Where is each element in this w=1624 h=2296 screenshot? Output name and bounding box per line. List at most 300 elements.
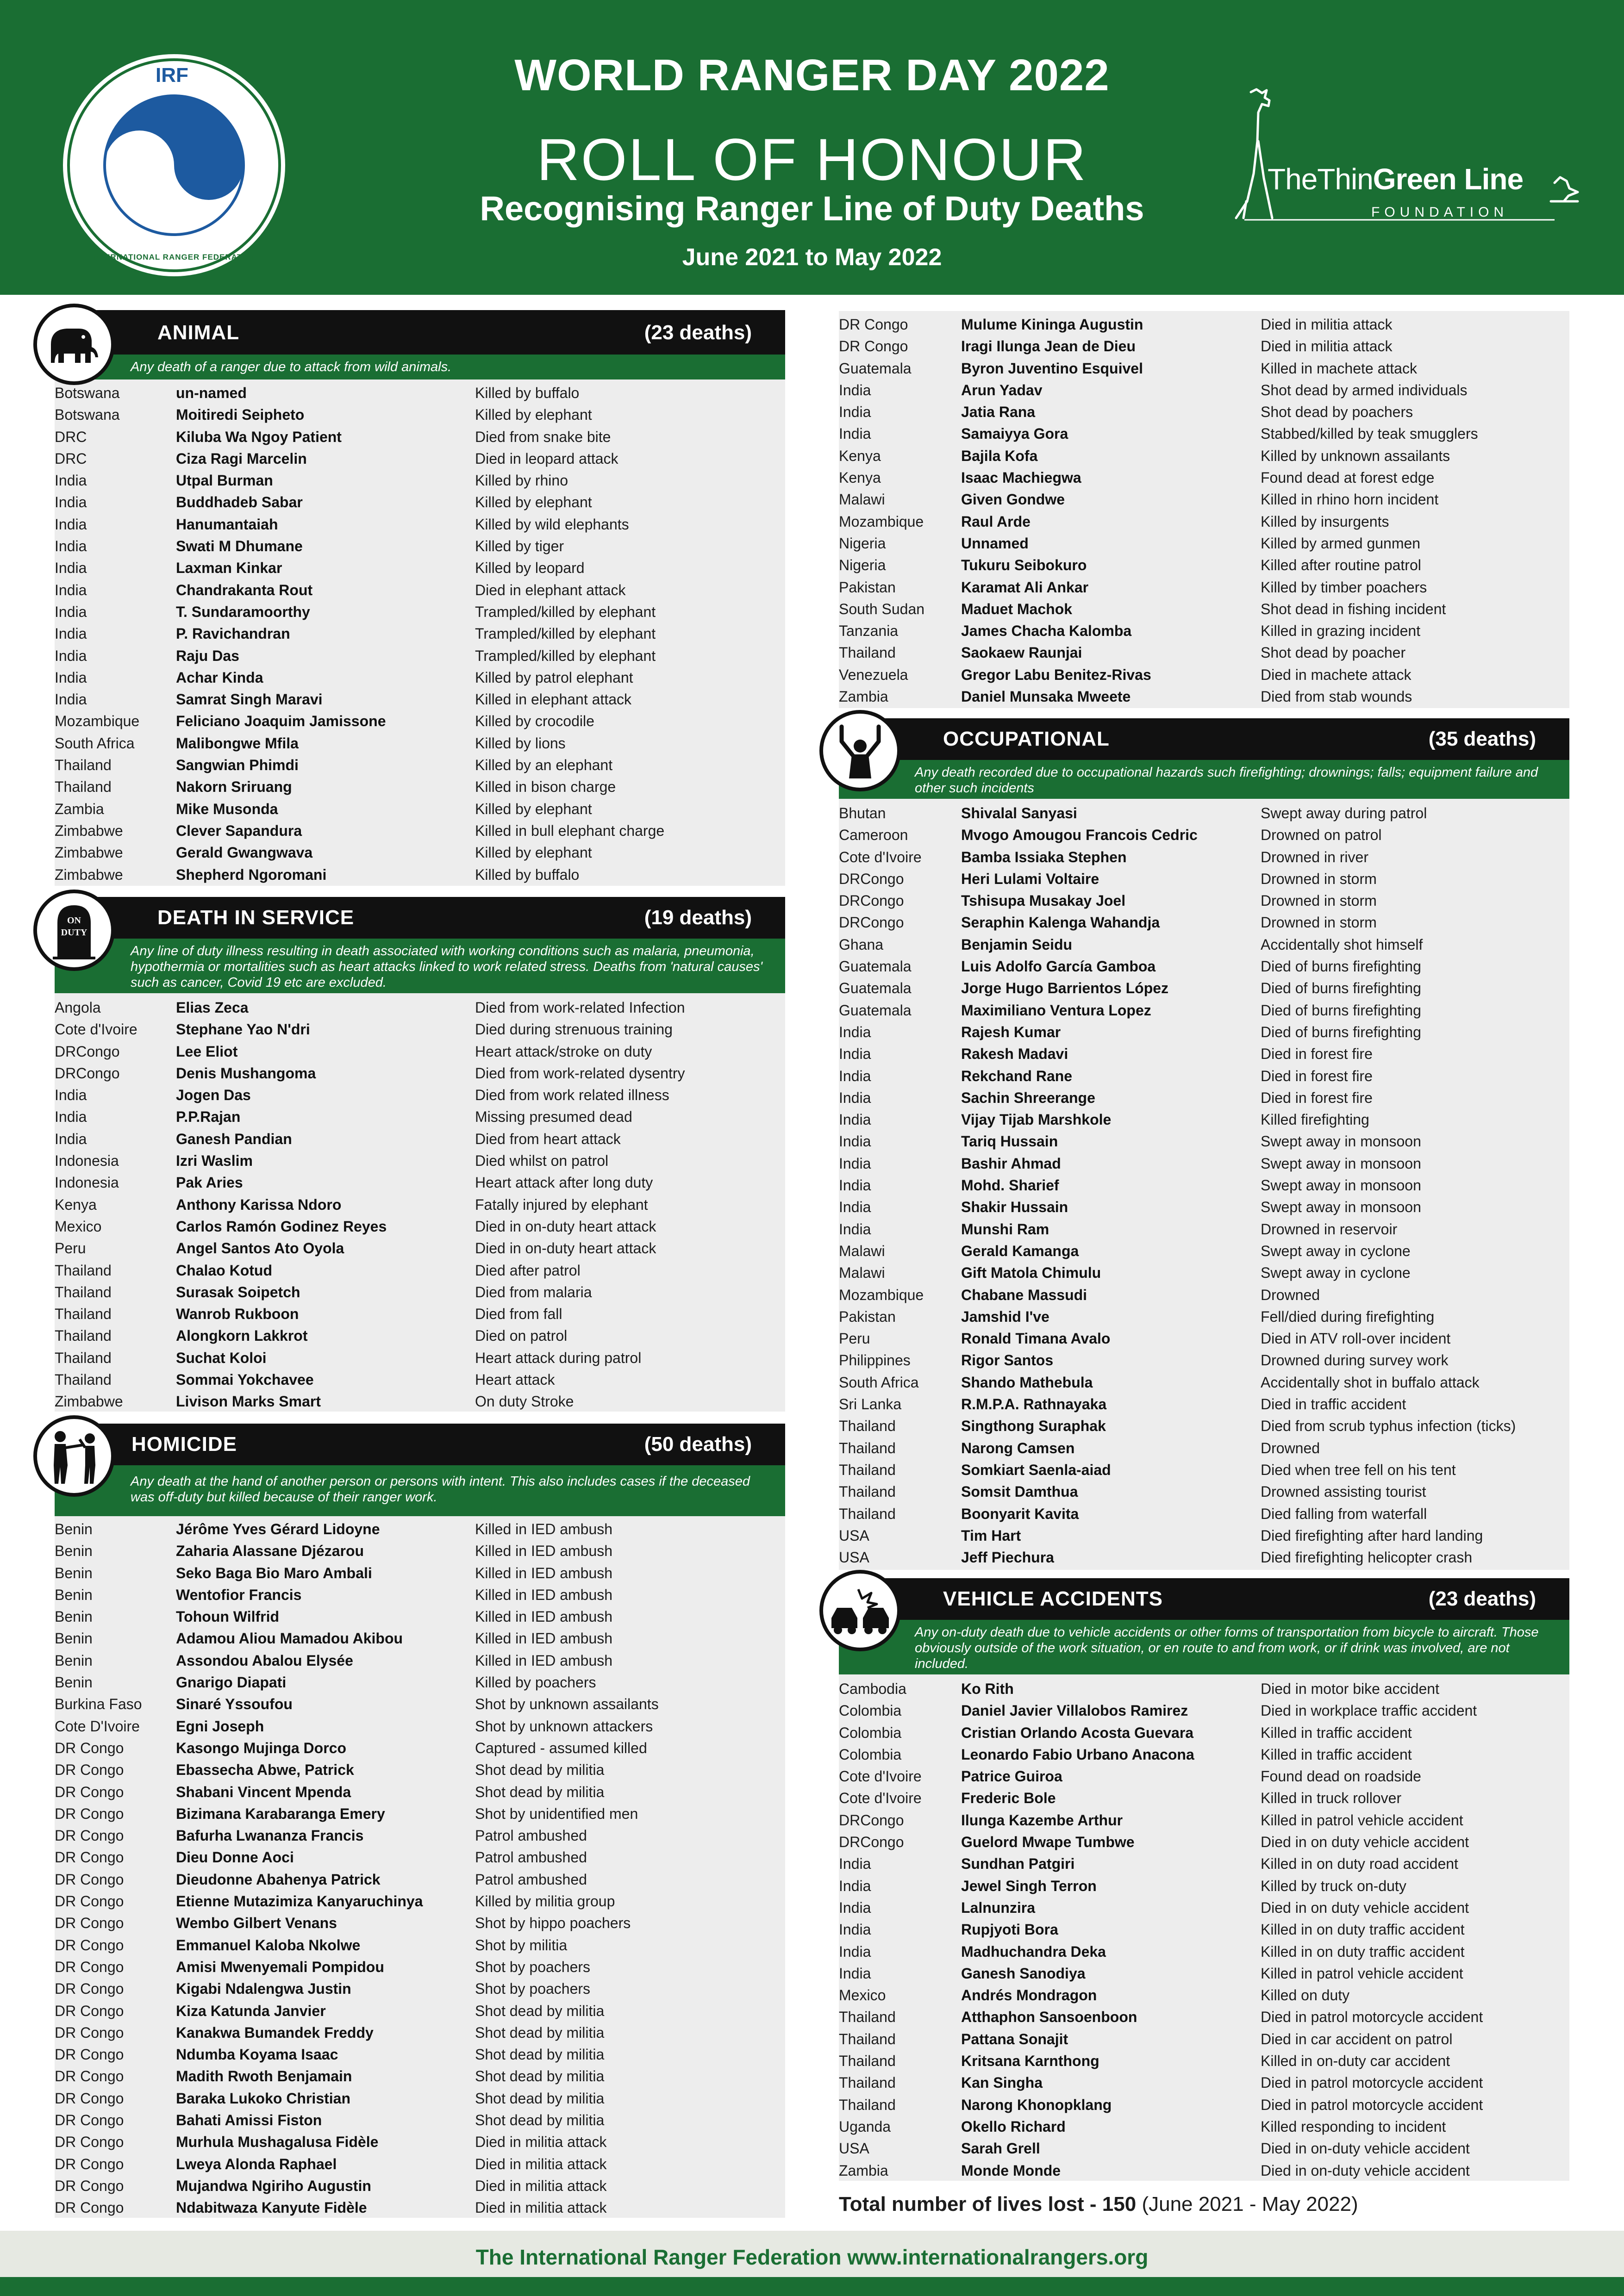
country: Cote d'Ivoire xyxy=(839,1790,922,1807)
cause-of-death: Killed responding to incident xyxy=(1261,2118,1446,2135)
country: DR Congo xyxy=(55,1739,124,1756)
footer-bar xyxy=(0,2277,1624,2296)
ranger-name: Rekchand Rane xyxy=(961,1067,1073,1084)
ranger-name: Tim Hart xyxy=(961,1527,1021,1544)
country: Zambia xyxy=(839,688,888,705)
cause-of-death: Died of burns firefighting xyxy=(1261,958,1421,975)
ranger-name: Bafurha Lwananza Francis xyxy=(176,1827,364,1844)
ranger-name: Zaharia Alassane Djézarou xyxy=(176,1543,364,1560)
ranger-name: Daniel Javier Villalobos Ramirez xyxy=(961,1702,1188,1719)
ranger-name: Seko Baga Bio Maro Ambali xyxy=(176,1564,372,1581)
cause-of-death: Patrol ambushed xyxy=(475,1871,587,1888)
list-item xyxy=(55,754,777,776)
cause-of-death: Killed by unknown assailants xyxy=(1261,447,1450,464)
list-item xyxy=(839,1350,1569,1371)
ranger-name: Murhula Mushagalusa Fidèle xyxy=(176,2134,379,2151)
ranger-name: Etienne Mutazimiza Kanyaruchinya xyxy=(176,1893,423,1910)
ranger-name: Sinaré Yssoufou xyxy=(176,1696,293,1713)
list-item xyxy=(839,1459,1569,1481)
cause-of-death: Trampled/killed by elephant xyxy=(475,647,656,664)
list-item xyxy=(839,445,1569,467)
cause-of-death: Died after patrol xyxy=(475,1262,581,1279)
country: India xyxy=(839,381,871,398)
ranger-name: Somsit Damthua xyxy=(961,1483,1078,1500)
cause-of-death: Shot by poachers xyxy=(475,1980,591,1997)
list-item xyxy=(55,1693,777,1715)
cause-of-death: Killed in IED ambush xyxy=(475,1521,613,1537)
country: India xyxy=(839,1045,871,1063)
country: Colombia xyxy=(839,1702,902,1719)
country: Pakistan xyxy=(839,1308,896,1325)
list-item xyxy=(839,2028,1569,2050)
cause-of-death: Shot dead by militia xyxy=(475,2068,605,2085)
ranger-name: Munshi Ram xyxy=(961,1220,1049,1238)
cause-of-death: Killed in IED ambush xyxy=(475,1586,613,1603)
ranger-name: Rigor Santos xyxy=(961,1352,1054,1369)
ranger-name: Given Gondwe xyxy=(961,491,1065,508)
country: India xyxy=(839,1133,871,1150)
ranger-name: Maximiliano Ventura Lopez xyxy=(961,1002,1151,1019)
ranger-name: Kanakwa Bumandek Freddy xyxy=(176,2024,374,2041)
homicide-count: (50 deaths) xyxy=(644,1433,752,1456)
country: DRCongo xyxy=(55,1064,120,1082)
ranger-name: James Chacha Kalomba xyxy=(961,622,1132,640)
country: India xyxy=(839,1023,871,1040)
service-list xyxy=(55,997,777,1413)
ranger-name: Wentofior Francis xyxy=(176,1586,302,1603)
list-item xyxy=(55,492,777,513)
ranger-name: Chalao Kotud xyxy=(176,1262,272,1279)
ranger-name: Chandrakanta Rout xyxy=(176,581,313,598)
cause-of-death: Trampled/killed by elephant xyxy=(475,625,656,642)
list-item xyxy=(55,2197,777,2219)
country: DR Congo xyxy=(55,1805,124,1822)
ranger-name: P. Ravichandran xyxy=(176,625,290,642)
homicide-description: Any death at the hand of another person or persons with intent. This also includes cases if the deceased was off-duty but killed because of their ranger work. xyxy=(55,1465,785,1516)
cause-of-death: Died firefighting helicopter crash xyxy=(1261,1549,1473,1566)
list-item xyxy=(839,1919,1569,1941)
cause-of-death: Died in ATV roll-over incident xyxy=(1261,1330,1451,1347)
ranger-name: Leonardo Fabio Urbano Anacona xyxy=(961,1746,1194,1763)
cause-of-death: Heart attack after long duty xyxy=(475,1174,653,1191)
service-header xyxy=(55,897,785,939)
ranger-name: Tshisupa Musakay Joel xyxy=(961,892,1126,909)
list-item xyxy=(839,1678,1569,1700)
cause-of-death: Drowned during survey work xyxy=(1261,1352,1449,1369)
country: Nigeria xyxy=(839,557,886,574)
ranger-name: Rupjyoti Bora xyxy=(961,1921,1058,1938)
list-item xyxy=(55,1628,777,1649)
cause-of-death: Died in on duty vehicle accident xyxy=(1261,1899,1469,1916)
ranger-name: Kiluba Wa Ngoy Patient xyxy=(176,428,342,445)
country: Zimbabwe xyxy=(55,822,123,839)
cause-of-death: Shot dead in fishing incident xyxy=(1261,600,1446,617)
ranger-name: Adamou Aliou Mamadou Akibou xyxy=(176,1630,403,1647)
country: Guatemala xyxy=(839,1002,912,1019)
list-item xyxy=(55,1825,777,1847)
ranger-name: Lee Eliot xyxy=(176,1043,238,1060)
cause-of-death: Died in motor bike accident xyxy=(1261,1680,1439,1697)
cause-of-death: Shot dead by militia xyxy=(475,2046,605,2063)
ranger-name: Denis Mushangoma xyxy=(176,1064,316,1082)
ranger-name: Andrés Mondragon xyxy=(961,1987,1097,2004)
ranger-name: Sundhan Patgiri xyxy=(961,1855,1075,1873)
country: Indonesia xyxy=(55,1152,119,1170)
country: DR Congo xyxy=(55,2046,124,2063)
country: India xyxy=(839,1155,871,1172)
list-item xyxy=(839,1437,1569,1459)
country: Thailand xyxy=(55,1262,112,1279)
cause-of-death: Died from stab wounds xyxy=(1261,688,1412,705)
cause-of-death: Died in patrol motorcycle accident xyxy=(1261,2009,1483,2026)
cause-of-death: Swept away in monsoon xyxy=(1261,1155,1421,1172)
list-item xyxy=(839,554,1569,576)
ranger-name: Tariq Hussain xyxy=(961,1133,1058,1150)
list-item xyxy=(55,579,777,601)
country: Malawi xyxy=(839,491,885,508)
country: Thailand xyxy=(55,1371,112,1388)
cause-of-death: Killed in on duty road accident xyxy=(1261,1855,1458,1873)
cause-of-death: Swept away during patrol xyxy=(1261,805,1427,821)
ranger-name: Gerald Kamanga xyxy=(961,1242,1079,1259)
cause-of-death: Drowned in storm xyxy=(1261,892,1377,909)
list-item xyxy=(55,1238,777,1259)
list-item xyxy=(55,1150,777,1172)
cause-of-death: Trampled/killed by elephant xyxy=(475,603,656,620)
list-item xyxy=(839,642,1569,664)
ranger-name: Chabane Massudi xyxy=(961,1286,1087,1303)
homicide-title: HOMICIDE xyxy=(131,1433,237,1456)
list-item xyxy=(55,1737,777,1759)
cause-of-death: Died during strenuous training xyxy=(475,1021,673,1038)
ranger-name: Gerald Gwangwava xyxy=(176,844,313,861)
cause-of-death: Found dead at forest edge xyxy=(1261,469,1435,486)
country: DR Congo xyxy=(55,2068,124,2085)
list-item xyxy=(55,1606,777,1628)
ranger-name: Moitiredi Seipheto xyxy=(176,406,305,423)
cause-of-death: On duty Stroke xyxy=(475,1393,574,1410)
country: Malawi xyxy=(839,1242,885,1259)
country: Pakistan xyxy=(839,579,896,596)
country: Benin xyxy=(55,1652,93,1669)
list-item xyxy=(839,336,1569,357)
country: Bhutan xyxy=(839,805,886,821)
list-item xyxy=(55,1759,777,1781)
vehicle-count: (23 deaths) xyxy=(1428,1587,1536,1610)
ranger-name: Angel Santos Ato Oyola xyxy=(176,1240,344,1257)
list-item xyxy=(55,448,777,470)
ranger-name: Sangwian Phimdi xyxy=(176,757,299,774)
cause-of-death: Died of burns firefighting xyxy=(1261,1023,1421,1040)
list-item xyxy=(55,667,777,689)
cause-of-death: Killed by elephant xyxy=(475,494,592,511)
list-item xyxy=(55,842,777,864)
cause-of-death: Killed in on duty traffic accident xyxy=(1261,1921,1465,1938)
country: Ghana xyxy=(839,936,884,953)
ranger-name: R.M.P.A. Rathnayaka xyxy=(961,1396,1107,1413)
ranger-name: Madhuchandra Deka xyxy=(961,1943,1106,1960)
ranger-name: Ko Rith xyxy=(961,1680,1014,1697)
country: Philippines xyxy=(839,1352,911,1369)
footer-website-link[interactable]: The International Ranger Federation www.internationalrangers.org xyxy=(475,2245,1149,2269)
ranger-name: Heri Lulami Voltaire xyxy=(961,870,1099,887)
cause-of-death: Killed in traffic accident xyxy=(1261,1724,1412,1741)
cause-of-death: Killed by elephant xyxy=(475,800,592,817)
country: Thailand xyxy=(55,1283,112,1300)
cause-of-death: Died in elephant attack xyxy=(475,581,626,598)
cause-of-death: Swept away in monsoon xyxy=(1261,1177,1421,1194)
list-item xyxy=(55,733,777,754)
list-item xyxy=(55,1540,777,1562)
cause-of-death: Shot dead by poachers xyxy=(1261,404,1413,421)
list-item xyxy=(55,601,777,623)
cause-of-death: Died in militia attack xyxy=(1261,316,1393,333)
list-item xyxy=(839,1000,1569,1021)
list-item xyxy=(839,1700,1569,1722)
ranger-name: Okello Richard xyxy=(961,2118,1066,2135)
country: Botswana xyxy=(55,406,120,423)
cause-of-death: Died in forest fire xyxy=(1261,1089,1373,1106)
country: Thailand xyxy=(839,2053,896,2070)
ranger-name: T. Sundaramoorthy xyxy=(176,603,310,620)
ranger-name: Rakesh Madavi xyxy=(961,1045,1068,1063)
cause-of-death: Killed in patrol vehicle accident xyxy=(1261,1965,1463,1982)
list-item xyxy=(55,1303,777,1325)
country: India xyxy=(839,1177,871,1194)
list-item xyxy=(839,1875,1569,1897)
list-item xyxy=(839,1394,1569,1415)
cause-of-death: Swept away in cyclone xyxy=(1261,1264,1411,1282)
country: India xyxy=(839,1943,871,1960)
list-item xyxy=(839,1131,1569,1152)
country: India xyxy=(839,1899,871,1916)
ranger-name: Stephane Yao N'dri xyxy=(176,1021,310,1038)
cause-of-death: Died from snake bite xyxy=(475,428,611,445)
list-item xyxy=(839,401,1569,423)
cause-of-death: Died in forest fire xyxy=(1261,1067,1373,1084)
country: Peru xyxy=(55,1240,86,1257)
tgl-foundation: FOUNDATION xyxy=(1371,205,1509,220)
ranger-name: Carlos Ramón Godinez Reyes xyxy=(176,1218,387,1235)
list-item xyxy=(839,1547,1569,1568)
ranger-name: Bashir Ahmad xyxy=(961,1155,1061,1172)
list-item xyxy=(839,1744,1569,1766)
country: Thailand xyxy=(839,644,896,661)
country: India xyxy=(55,625,87,642)
animal-title: ANIMAL xyxy=(157,321,240,344)
cause-of-death: Captured - assumed killed xyxy=(475,1739,647,1756)
list-item xyxy=(839,358,1569,380)
list-item xyxy=(839,1853,1569,1875)
list-item xyxy=(55,1391,777,1412)
country: Nigeria xyxy=(839,535,886,552)
cause-of-death: Killed in IED ambush xyxy=(475,1630,613,1647)
list-item xyxy=(55,1912,777,1934)
country: Malawi xyxy=(839,1264,885,1282)
occupational-description: Any death recorded due to occupational hazards such firefighting; drownings; falls; equipment failure and other such incidents xyxy=(839,760,1569,799)
list-item xyxy=(839,934,1569,956)
service-title: DEATH IN SERVICE xyxy=(157,906,355,929)
list-item xyxy=(55,1282,777,1303)
country: Guatemala xyxy=(839,958,912,975)
list-item xyxy=(55,1847,777,1868)
country: Thailand xyxy=(55,757,112,774)
cause-of-death: Shot dead by militia xyxy=(475,2112,605,2129)
list-item xyxy=(55,426,777,448)
ranger-name: Achar Kinda xyxy=(176,669,263,686)
ranger-name: Benjamin Seidu xyxy=(961,936,1073,953)
country: Benin xyxy=(55,1630,93,1647)
list-item xyxy=(839,2138,1569,2159)
cause-of-death: Drowned in river xyxy=(1261,848,1368,865)
animal-count: (23 deaths) xyxy=(644,321,752,344)
ranger-name: Ronald Timana Avalo xyxy=(961,1330,1111,1347)
country: Uganda xyxy=(839,2118,891,2135)
cause-of-death: Killed by armed gunmen xyxy=(1261,535,1421,552)
cause-of-death: Missing presumed dead xyxy=(475,1108,632,1126)
homicide-list xyxy=(55,1518,777,2219)
list-item xyxy=(55,1019,777,1040)
list-item xyxy=(55,1063,777,1084)
cause-of-death: Killed in patrol vehicle accident xyxy=(1261,1811,1463,1829)
country: Thailand xyxy=(839,2074,896,2091)
cause-of-death: Died firefighting after hard landing xyxy=(1261,1527,1483,1544)
list-item xyxy=(839,1328,1569,1350)
ranger-name: Boonyarit Kavita xyxy=(961,1505,1079,1522)
ranger-name: Jatia Rana xyxy=(961,404,1036,421)
list-item xyxy=(839,1415,1569,1437)
ranger-name: Sachin Shreerange xyxy=(961,1089,1095,1106)
country: DRCongo xyxy=(839,1834,904,1851)
country: DRCongo xyxy=(839,914,904,931)
ranger-name: Narong Khonopklang xyxy=(961,2096,1112,2113)
list-item xyxy=(55,1716,777,1737)
country: Benin xyxy=(55,1608,93,1625)
cause-of-death: Killed in machete attack xyxy=(1261,360,1417,377)
list-item xyxy=(55,1562,777,1584)
country: DR Congo xyxy=(839,316,908,333)
ranger-name: Lalnunzira xyxy=(961,1899,1036,1916)
cause-of-death: Killed in IED ambush xyxy=(475,1608,613,1625)
ranger-name: Atthaphon Sansoenboon xyxy=(961,2009,1137,2026)
list-item xyxy=(839,1722,1569,1744)
cause-of-death: Heart attack/stroke on duty xyxy=(475,1043,652,1060)
list-item xyxy=(55,798,777,820)
event-title: WORLD RANGER DAY 2022 xyxy=(514,50,1110,100)
cause-of-death: Killed in on-duty car accident xyxy=(1261,2053,1450,2070)
cause-of-death: Died in forest fire xyxy=(1261,1045,1373,1063)
country: Benin xyxy=(55,1674,93,1691)
list-item xyxy=(839,2094,1569,2116)
list-item xyxy=(55,776,777,798)
country: DR Congo xyxy=(55,1849,124,1866)
cause-of-death: Killed by rhino xyxy=(475,472,568,489)
cause-of-death: Died in militia attack xyxy=(1261,338,1393,355)
list-item xyxy=(55,623,777,645)
list-item xyxy=(55,1128,777,1150)
ranger-name: Kiza Katunda Janvier xyxy=(176,2002,326,2019)
ranger-name: Feliciano Joaquim Jamissone xyxy=(176,713,386,730)
ranger-name: Ebassecha Abwe, Patrick xyxy=(176,1761,354,1779)
animal-list xyxy=(55,382,777,886)
list-item xyxy=(839,686,1569,708)
page-period: June 2021 to May 2022 xyxy=(682,244,942,271)
cause-of-death: Killed by poachers xyxy=(475,1674,596,1691)
elephant-icon xyxy=(37,307,111,381)
cause-of-death: Died in militia attack xyxy=(475,2177,607,2194)
cause-of-death: Died in machete attack xyxy=(1261,666,1412,683)
ranger-name: Monde Monde xyxy=(961,2162,1061,2179)
list-item xyxy=(55,2153,777,2175)
cause-of-death: Killed in rhino horn incident xyxy=(1261,491,1439,508)
country: India xyxy=(839,1111,871,1128)
list-item xyxy=(839,598,1569,620)
cause-of-death: Killed by buffalo xyxy=(475,385,580,401)
ranger-name: Patrice Guiroa xyxy=(961,1768,1062,1785)
cause-of-death: Shot dead by armed individuals xyxy=(1261,381,1468,398)
cause-of-death: Killed in on duty traffic accident xyxy=(1261,1943,1465,1960)
list-item xyxy=(55,710,777,732)
cause-of-death: Killed in bison charge xyxy=(475,778,616,796)
country: DR Congo xyxy=(55,2002,124,2019)
list-item xyxy=(839,912,1569,933)
gunman-icon xyxy=(37,1419,111,1493)
service-description: Any line of duty illness resulting in death associated with working conditions such as malaria, pneumonia, hypothermia or mortalities such as heart attacks linked to work related stress. Deaths from 'natural causes' such as cancer, Covid 19 etc are excluded. xyxy=(55,939,785,993)
cause-of-death: Killed by insurgents xyxy=(1261,513,1389,530)
country: Venezuela xyxy=(839,666,908,683)
cause-of-death: Killed in grazing incident xyxy=(1261,622,1421,640)
vehicle-list xyxy=(839,1678,1569,2182)
cause-of-death: Killed by wild elephants xyxy=(475,516,629,533)
country: DR Congo xyxy=(55,1980,124,1997)
country: Cameroon xyxy=(839,827,908,844)
ranger-name: Raju Das xyxy=(176,647,239,664)
list-item xyxy=(839,1306,1569,1328)
list-item xyxy=(55,1325,777,1347)
list-item xyxy=(55,1518,777,1540)
country: DR Congo xyxy=(55,2024,124,2041)
country: DRC xyxy=(55,428,87,445)
list-item xyxy=(839,2116,1569,2138)
country: DR Congo xyxy=(55,1936,124,1954)
country: South Africa xyxy=(839,1374,919,1391)
country: Thailand xyxy=(839,1461,896,1478)
country: Benin xyxy=(55,1543,93,1560)
list-item xyxy=(839,423,1569,445)
list-item xyxy=(839,846,1569,868)
country: India xyxy=(839,425,871,442)
country: DR Congo xyxy=(55,2177,124,2194)
country: Colombia xyxy=(839,1724,902,1741)
ranger-name: Kan Singha xyxy=(961,2074,1043,2091)
list-item xyxy=(839,1481,1569,1503)
list-item xyxy=(55,2088,777,2109)
country: DRC xyxy=(55,450,87,467)
cause-of-death: Died from work-related dysentry xyxy=(475,1064,685,1082)
country: Thailand xyxy=(839,1439,896,1456)
ranger-name: Raul Arde xyxy=(961,513,1031,530)
ranger-name: Vijay Tijab Marshkole xyxy=(961,1111,1112,1128)
list-item xyxy=(55,1584,777,1606)
occupational-header xyxy=(839,718,1569,760)
list-item xyxy=(839,314,1569,336)
cause-of-death: Accidentally shot himself xyxy=(1261,936,1423,953)
ranger-name: Karamat Ali Ankar xyxy=(961,579,1089,596)
tombstone-text-on: ON xyxy=(67,915,81,926)
homicide-header xyxy=(55,1424,785,1465)
country: Thailand xyxy=(55,778,112,796)
list-item xyxy=(55,1172,777,1194)
